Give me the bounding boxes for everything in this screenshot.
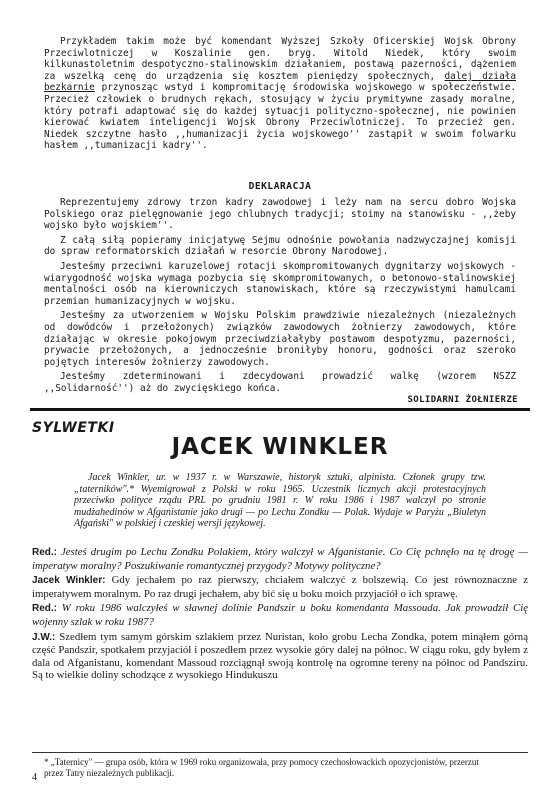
footnote: * „Taternicy" — grupa osób, która w 1969 roku organizowała, przy pomocy czechosłowackich opozycjonistów, przerzut przez Tatry niezależnych publikacji. (44, 757, 479, 778)
speaker-label: J.W.: (32, 631, 56, 643)
question-text: W roku 1986 walczyłeś w sławnej dolinie Pandszir u boku komendanta Massouda. Jak prowadził Cię wojenny szlak w roku 1987? (32, 602, 528, 628)
declaration-heading: DEKLARACJA (248, 181, 312, 192)
text-run: przynosząc wstyd i kompromitację środowiska wojskowego w społeczeństwie. Przecież człowiek o brudnych rękach, stosujący w życiu prymitywne zasady moralne, który potrafi adaptować się do każdej sytuacji polityczno-społecznej, nie powinien kierować kwiatem inteligencji Wojsk Obrony Przeciwlotniczej. To przecież gen. Niedek szczytne hasło ,,humanizacji życia wojskowego'' zastąpił w swoim folwarku hasłem ,,tumanizacji kadry''. (44, 82, 516, 152)
text-run: Przykładem takim może być komendant Wyższej Szkoły Oficerskiej Wojsk Obrony Przeciwlotniczej w Koszalinie gen. bryg. Witold Niedek, który swoim kilkunastoletnim despotyczno-stalinowskim działaniem, postawą pazerności, dążeniem za wszelką cenę do urządzenia się kosztem pieniędzy społecznych, (44, 36, 516, 82)
interview-body (32, 546, 528, 684)
article-intro (74, 472, 486, 530)
page-number: 4 (32, 772, 37, 783)
speaker-label: Jacek Winkler: (32, 575, 106, 587)
article-title: JACEK WINKLER (171, 434, 389, 460)
declaration-paragraph: Jesteśmy za utworzeniem w Wojsku Polskim prawdziwie niezależnych (niezależnych od dowódców i przełożonych) związków zawodowych żołnierzy zawodowych, które działając w okresie pokojowym przeciwdziałałyby postawom despotyzmu, pazerności, prywacie przełożonych, a jednocześnie broniłyby honoru, godności oraz szeroko pojętych interesów żołnierzy zawodowych. (44, 310, 516, 368)
question-text: Jesteś drugim po Lechu Zondku Polakiem, który walczył w Afganistanie. Co Cię pchnęło na tę drogę — imperatyw moralny? Poszukiwanie romantycznej przygody? Motywy polityczne? (32, 546, 528, 572)
signature: SOLIDARNI ŻOŁNIERZE (407, 395, 518, 405)
interview-turn (32, 546, 528, 572)
answer-text: Gdy jechałem po raz pierwszy, chciałem walczyć z bolszewią. Co jest równoznaczne z imperatywem moralnym. Po raz drugi jechałem, aby bić się u boku moich przyjaciół o ich sprawę. (32, 574, 528, 600)
declaration-paragraph: Reprezentujemy zdrowy trzon kadry zawodowej i leży nam na sercu dobro Wojska Polskiego oraz pielęgnowanie jego chlubnych tradycji; stoimy na stanowisku - ,,żeby wojsko było wojskiem''. (44, 197, 516, 232)
interview-turn (32, 602, 528, 628)
footnote-divider (32, 752, 528, 753)
speaker-label: Red.: (32, 547, 57, 558)
typed-top-section (44, 36, 516, 155)
declaration-paragraph: Jesteśmy przeciwni karuzelowej rotacji skompromitowanych dygnitarzy wojskowych - wiarygodność wojska wymaga pozbycia się skompromitowanych, o betonowo-stalinowskiej mentalności osób na kierowniczych stanowiskach, które są rzeczywistymi hamulcami przemian humanizacyjnych w wojsku. (44, 260, 516, 307)
intro-paragraph: Jacek Winkler, ur. w 1937 r. w Warszawie, historyk sztuki, alpinista. Członek grupy tzw. „taterników".* Wyemigrował z Polski w roku 1965. Uczestnik licznych akcji protestacyjnych przeciwko polityce rządu PRL po grudniu 1981 r. W roku 1986 i 1987 walczył po stronie mudżahedinów w Afganistanie jako drugi — po Lechu Zondku — Polak. Wydaje w Paryżu „Biuletyn Afgański" w polskiej i czeskiej wersji językowej. (74, 472, 486, 529)
speaker-label: Red.: (32, 603, 57, 615)
underlined-text: dalej działa bezkarnie (44, 70, 517, 94)
declaration-body (44, 197, 516, 398)
declaration-paragraph: Jesteśmy zdeterminowani i zdecydowani prowadzić walkę (wzorem NSZZ ,,Solidarność'') aż do zwycięskiego końca. (44, 371, 516, 394)
section-divider (30, 408, 530, 411)
declaration-paragraph: Z całą siłą popieramy inicjatywę Sejmu odnośnie powołania nadzwyczajnej komisji do spraw reformatorskich działań w resorcie Obrony Narodowej. (44, 234, 516, 258)
answer-text: Szedłem tym samym górskim szlakiem przez Nuristan, koło grobu Lecha Zondka, potem minąłem górną część Pandszir, spotkałem przyjaciół i poszedłem przez wysokie góry dalej na północ. W ciągu roku, gdy byłem z dala od Afganistanu, komendant Massoud rozciągnął swoją kontrolę na ogromne tereny na północ od Pandsziru. Są to wielkie doliny schodzące z wysokiego Hindukuszu (32, 630, 528, 682)
interview-turn (32, 631, 528, 682)
interview-turn (32, 574, 528, 600)
section-label: SYLWETKI (32, 420, 115, 436)
typed-paragraph (44, 36, 516, 152)
